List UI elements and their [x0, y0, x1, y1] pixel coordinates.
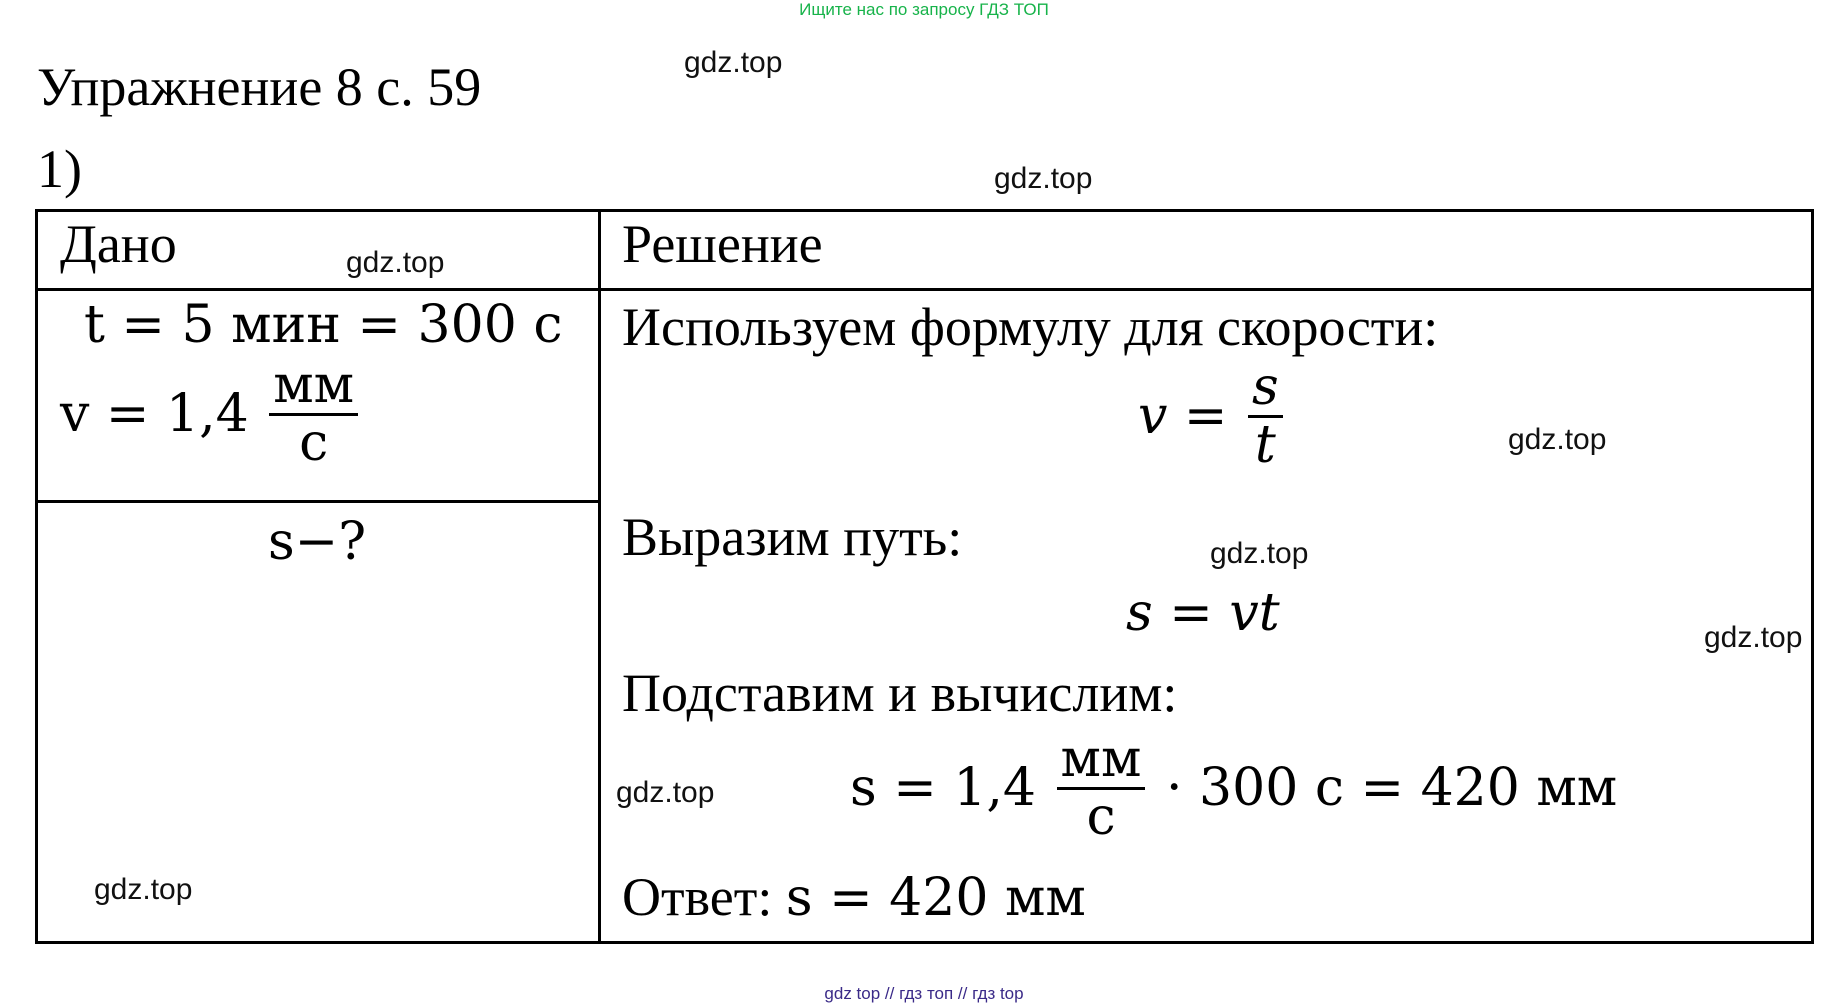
- calculation-prefix: s = 1,4: [850, 758, 1037, 819]
- watermark: gdz.top: [994, 162, 1093, 195]
- solution-line-2: Выразим путь:: [622, 507, 963, 567]
- watermark: gdz.top: [1704, 621, 1803, 654]
- given-velocity-prefix: v = 1,4: [60, 384, 249, 445]
- velocity-formula-lhs: v =: [1138, 386, 1228, 447]
- velocity-formula: [1138, 357, 1287, 475]
- given-velocity-unit-den: с: [299, 412, 329, 473]
- top-banner: Ищите нас по запросу ГДЗ ТОП: [799, 0, 1049, 19]
- answer: [622, 866, 1086, 928]
- calculation-unit-num: мм: [1057, 732, 1146, 790]
- watermark: gdz.top: [346, 246, 445, 279]
- watermark: gdz.top: [616, 776, 715, 809]
- solution-header: Решение: [622, 214, 823, 274]
- given-unknown-separator: [35, 500, 600, 503]
- table-divider-vertical: [598, 209, 601, 944]
- table-border-top: [35, 209, 1814, 212]
- solution-line-1: Используем формулу для скорости:: [622, 297, 1439, 357]
- answer-value: s = 420 мм: [785, 868, 1086, 928]
- unknown-quantity: s−?: [268, 512, 367, 572]
- given-velocity-unit-num: мм: [269, 358, 358, 416]
- table-header-separator: [35, 288, 1814, 291]
- watermark: gdz.top: [684, 46, 783, 79]
- calculation-suffix: · 300 с = 420 мм: [1165, 758, 1618, 819]
- part-number: 1): [37, 139, 82, 199]
- table-border-left: [35, 209, 38, 944]
- footer-links: gdz top // гдз топ // гдз top: [824, 984, 1024, 1003]
- table-border-bottom: [35, 941, 1814, 944]
- given-time-text: t = 5 мин = 300 с: [84, 295, 563, 355]
- velocity-formula-num: s: [1248, 360, 1283, 418]
- calculation-unit: [1057, 729, 1146, 847]
- velocity-formula-fraction: [1248, 357, 1283, 475]
- calculation-unit-den: с: [1086, 786, 1116, 847]
- given-time: [84, 295, 562, 355]
- velocity-formula-den: t: [1254, 414, 1276, 475]
- exercise-title: Упражнение 8 с. 59: [37, 57, 482, 117]
- solution-line-3: Подставим и вычислим:: [622, 663, 1178, 723]
- watermark: gdz.top: [94, 873, 193, 906]
- path-formula: s = vt: [1126, 583, 1280, 643]
- calculation: [850, 729, 1618, 847]
- table-border-right: [1811, 209, 1814, 944]
- watermark: gdz.top: [1508, 423, 1607, 456]
- answer-label: Ответ:: [622, 867, 773, 927]
- watermark: gdz.top: [1210, 537, 1309, 570]
- given-velocity: [60, 355, 362, 473]
- given-header: Дано: [60, 214, 177, 274]
- given-velocity-unit: [269, 355, 358, 473]
